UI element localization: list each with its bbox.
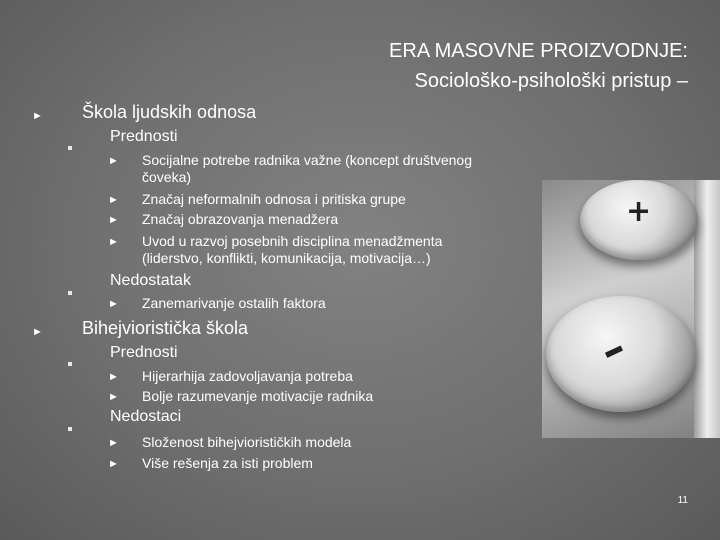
section-2-sub-1-label: Prednosti	[110, 344, 178, 361]
triangle-bullet-icon: ►	[32, 110, 43, 122]
item-line: (liderstvo, konflikti, komunikacija, motivacija…)	[142, 250, 431, 266]
item-bullet-icon: ►	[108, 391, 119, 403]
item-line: Više rešenja za isti problem	[142, 455, 313, 471]
item-bullet-icon: ►	[108, 194, 119, 206]
item-bullet-icon: ►	[108, 458, 119, 470]
item-line: Značaj neformalnih odnosa i pritiska grupe	[142, 191, 406, 207]
section-1-sub-1-label: Prednosti	[110, 128, 178, 145]
section-2-heading: Bihejviorističkа škola	[82, 318, 249, 338]
sub-bullet	[68, 353, 72, 371]
item-line: Hijerarhija zadovoljavanja potreba	[142, 368, 353, 384]
sub-bullet	[68, 418, 72, 436]
triangle-bullet-icon: ►	[32, 326, 43, 338]
square-bullet-icon	[68, 146, 72, 150]
sub-bullet	[68, 137, 72, 155]
section-1-sub-2-label: Nedostatak	[110, 272, 191, 289]
page-number: 11	[677, 495, 688, 506]
item-line: Složenost bihejviorističkih modela	[142, 434, 352, 450]
item-line: Bolje razumevanje motivacije radnika	[142, 388, 374, 404]
plus-icon: +	[626, 194, 652, 229]
section-1-heading: Škola ljudskih odnosa	[82, 102, 257, 122]
section-2-bullet	[32, 322, 43, 340]
title-line-2: Sociološko-psihološki pristup –	[414, 70, 688, 92]
item-line: čoveka)	[142, 169, 192, 185]
item-bullet-icon: ►	[108, 214, 119, 226]
item-line: Socijalne potrebe radnika važne (koncept društvenog	[142, 152, 472, 168]
section-1-bullet	[32, 106, 43, 124]
item-bullet-icon: ►	[108, 236, 119, 248]
plus-button-image	[580, 180, 698, 260]
item-line: Zanemarivanje ostalih faktora	[142, 295, 326, 311]
item-bullet-icon: ►	[108, 298, 119, 310]
minus-icon: –	[592, 321, 634, 378]
minus-button-image	[546, 296, 696, 412]
item-bullet-icon: ►	[108, 155, 119, 167]
slide-title	[389, 36, 688, 96]
section-2-sub-2-label: Nedostaci	[110, 408, 182, 425]
item-bullet-icon: ►	[108, 371, 119, 383]
item-bullet-icon: ►	[108, 437, 119, 449]
title-line-1: ERA MASOVNE PROIZVODNJE:	[389, 40, 688, 62]
item-line: Uvod u razvoj posebnih disciplina menadžmenta	[142, 233, 443, 249]
calculator-buttons-photo	[542, 180, 720, 438]
item-line: Značaj obrazovanja menadžera	[142, 211, 339, 227]
sub-bullet	[68, 282, 72, 300]
square-bullet-icon	[68, 362, 72, 366]
square-bullet-icon	[68, 427, 72, 431]
square-bullet-icon	[68, 291, 72, 295]
